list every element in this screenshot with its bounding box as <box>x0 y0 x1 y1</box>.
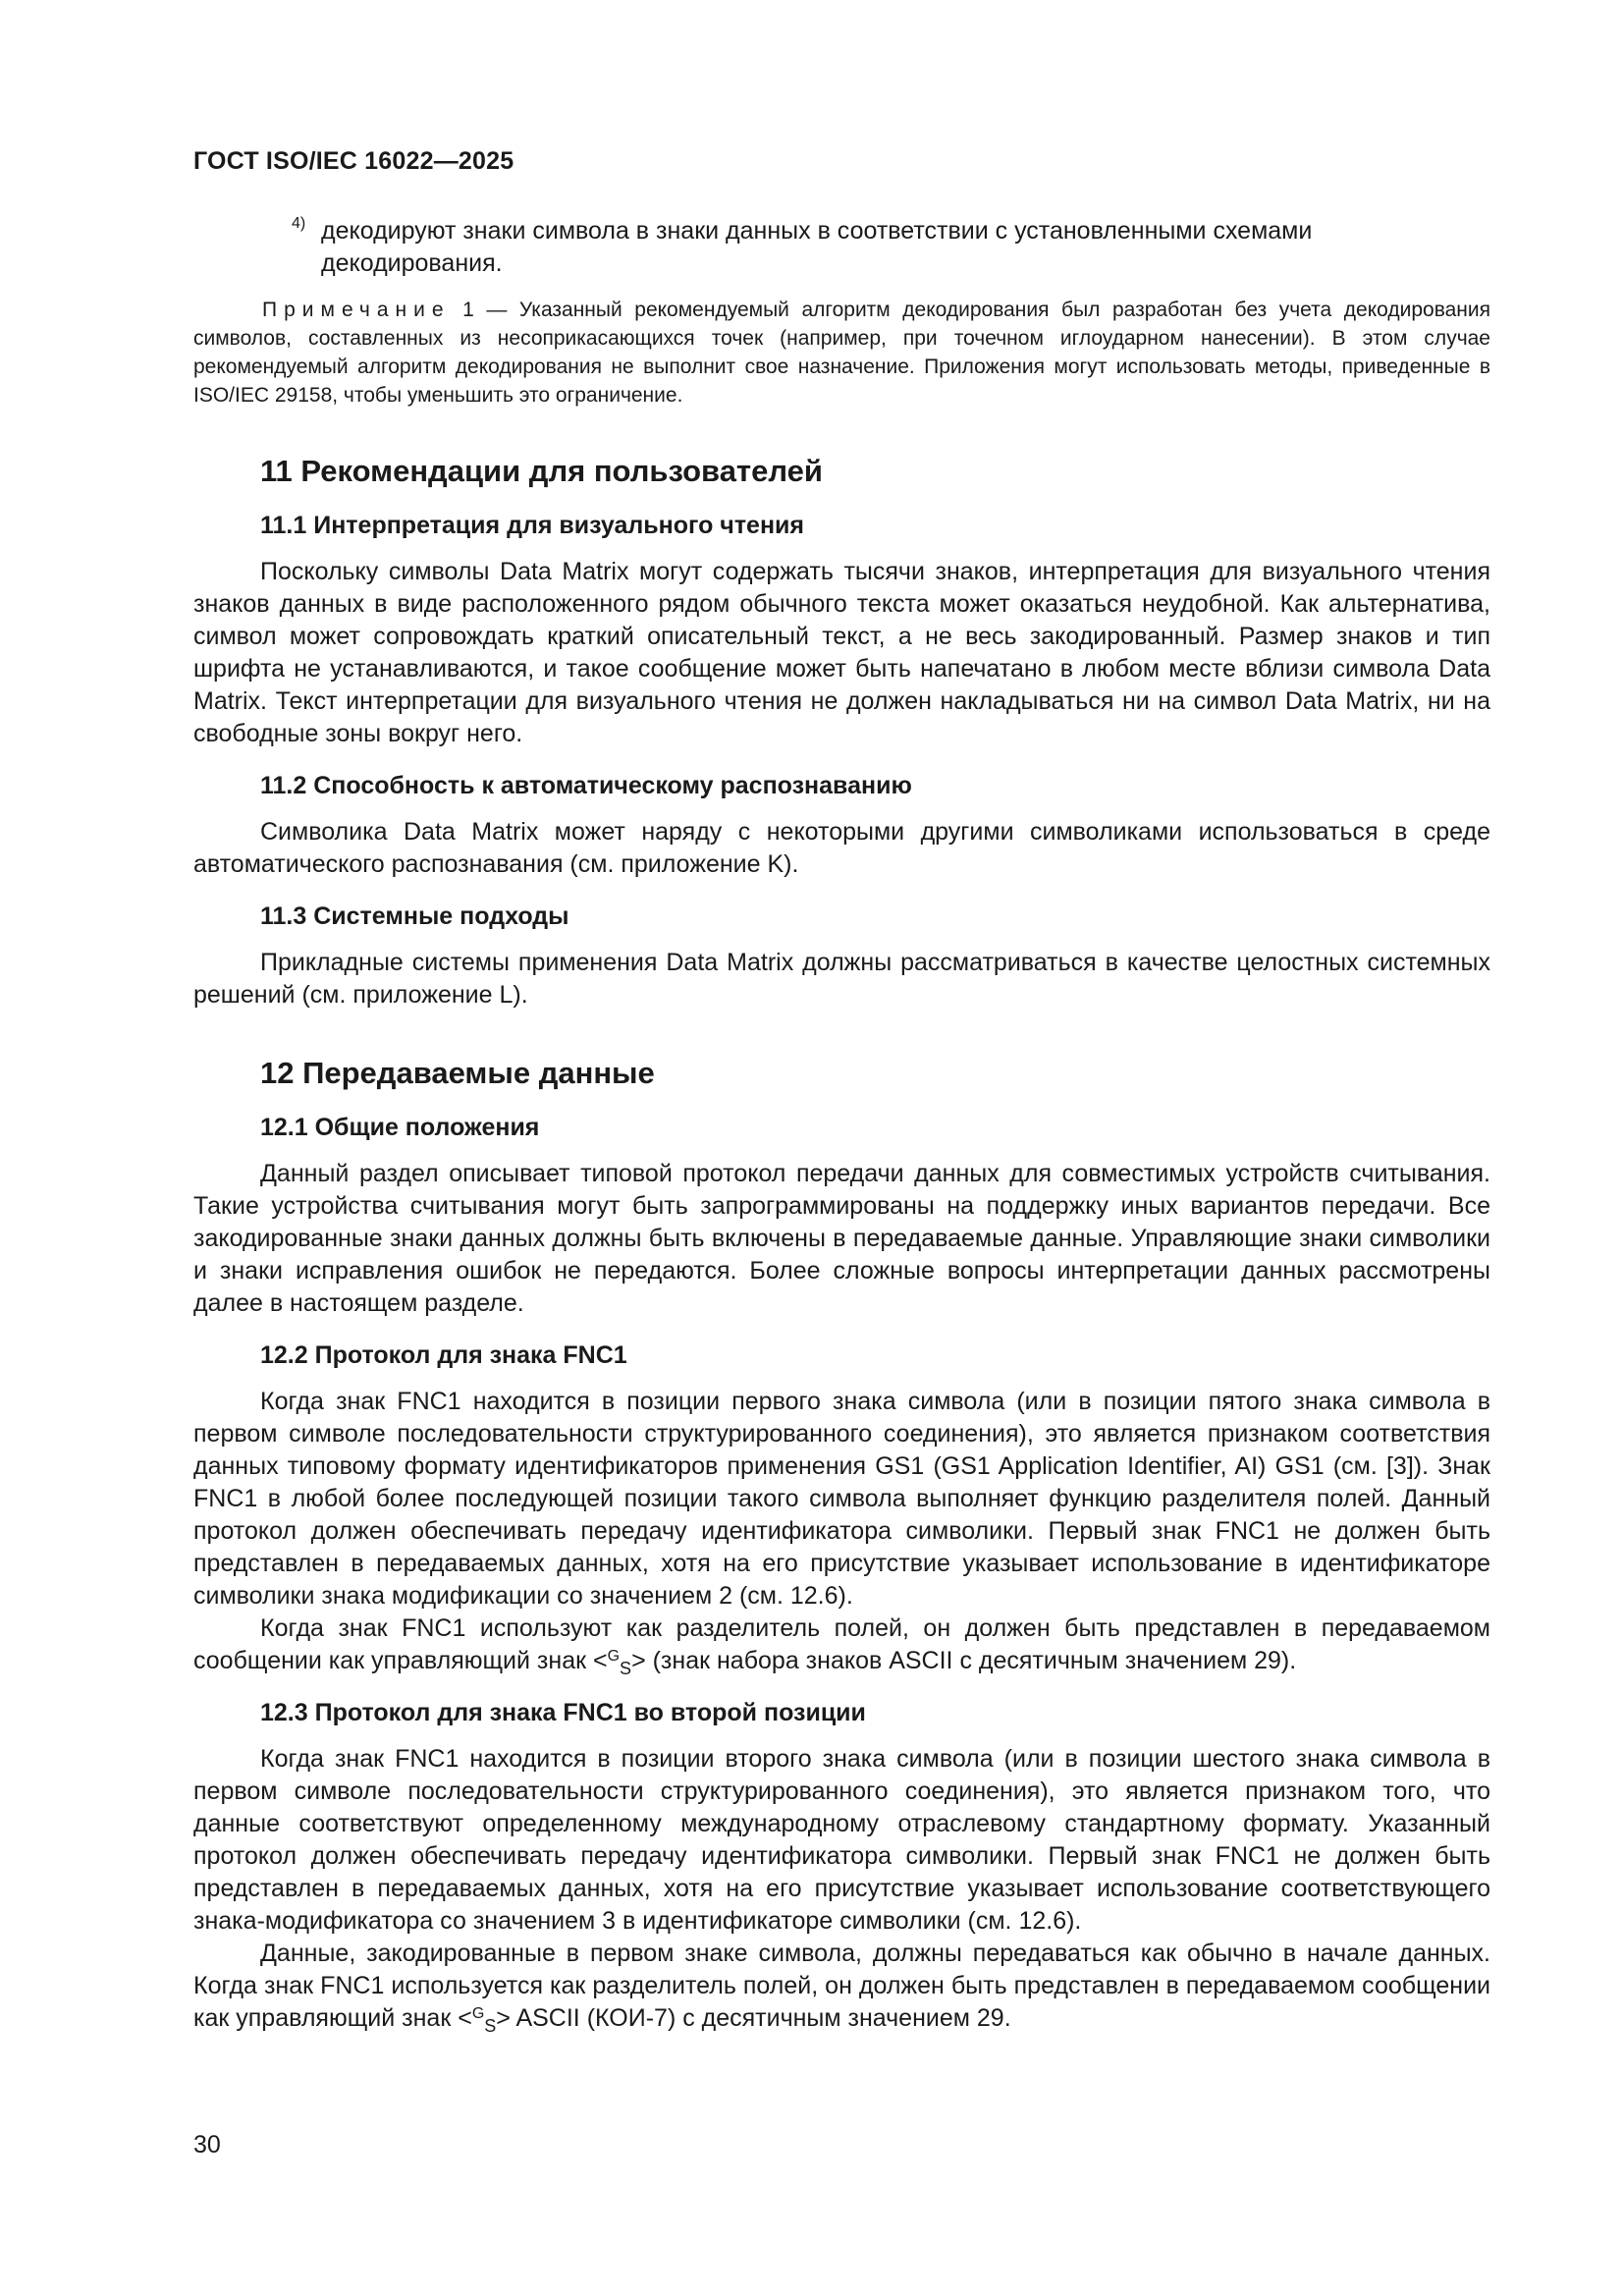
section-11-1-title: 11.1 Интерпретация для визуального чтения <box>260 512 805 539</box>
page-number: 30 <box>193 2131 221 2159</box>
note-text: 1 — Указанный рекомендуемый алгоритм декодирования был разработан без учета декодирования символов, составленных из несоприкасающихся точек (например, при точечном иглоударном нанесении). В этом случае рекомендуемый алгоритм декодирования не выполнит свое назначение. Приложения могут использовать методы, приведенные в ISO/IEC 29158, чтобы уменьшить это ограничение. <box>193 299 1490 407</box>
section-11-3-title: 11.3 Системные подходы <box>260 902 569 930</box>
section-12-3-title: 12.3 Протокол для знака FNC1 во второй позиции <box>260 1699 866 1726</box>
note <box>193 296 1490 410</box>
note-label: Примечание <box>262 299 451 321</box>
list-item-text: декодируют знаки символа в знаки данных в соответствии с установленными схемами декодирования. <box>321 217 1313 277</box>
document-header: ГОСТ ISO/IEC 16022—2025 <box>193 147 514 175</box>
section-11-2-paragraph: Символика Data Matrix может наряду с некоторыми другими символиками использоваться в среде автоматического распознавания (см. приложение K). <box>193 818 1490 878</box>
list-item <box>292 215 1490 280</box>
paragraph-text: Данные, закодированные в первом знаке символа, должны передаваться как обычно в начале данных. Когда знак FNC1 используется как разделитель полей, он должен быть представлен в передаваемом сообщении как управляющий знак < <box>193 1940 1490 2032</box>
section-12-3-paragraph-1: Когда знак FNC1 находится в позиции второго знака символа (или в позиции шестого знака символа в первом символе последовательности структурированного соединения), это является признаком того, что данные соответствуют определенному международному отраслевому стандартному формату. Указанный протокол должен обеспечивать передачу идентификатора символики. Первый знак FNC1 не должен быть представлен в передаваемых данных, хотя на его присутствие указывает использование соответствующего знака-модификатора со значением 3 в идентификаторе символики (см. 12.6). <box>193 1745 1490 1935</box>
paragraph-text: > ASCII (КОИ-7) с десятичным значением 29. <box>496 2004 1011 2032</box>
section-12-1-paragraph: Данный раздел описывает типовой протокол передачи данных для совместимых устройств считывания. Такие устройства считывания могут быть запрограммированы на поддержку иных вариантов передачи. Все закодированные знаки данных должны быть включены в передаваемые данные. Управляющие знаки символики и знаки исправления ошибок не передаются. Более сложные вопросы интерпретации данных рассмотрены далее в настоящем разделе. <box>193 1160 1490 1317</box>
section-12-2-title: 12.2 Протокол для знака FNC1 <box>260 1341 627 1369</box>
section-12-title: 12 Передаваемые данные <box>260 1056 655 1090</box>
list-marker: 4) <box>292 215 306 232</box>
gs-superscript: G <box>471 2005 485 2022</box>
gs-subscript: S <box>620 1659 632 1678</box>
section-11-2-title: 11.2 Способность к автоматическому распознаванию <box>260 772 912 799</box>
section-12-1-title: 12.1 Общие положения <box>260 1114 540 1141</box>
gs-superscript: G <box>607 1648 621 1665</box>
section-12-2-paragraph-2 <box>193 1613 1490 1677</box>
section-12-3-paragraph-2 <box>193 1938 1490 2035</box>
section-12-2-paragraph-1: Когда знак FNC1 находится в позиции первого знака символа (или в позиции пятого знака символа в первом символе последовательности структурированного соединения), это является признаком соответствия данных типовому формату идентификаторов применения GS1 (GS1 Application Identifier, AI) GS1 (см. [3]). Знак FNC1 в любой более последующей позиции такого символа выполняет функцию разделителя полей. Данный протокол должен обеспечивать передачу идентификатора символики. Первый знак FNC1 не должен быть представлен в передаваемых данных, хотя на его присутствие указывает использование в идентификаторе символики знака модификации со значением 2 (см. 12.6). <box>193 1388 1490 1610</box>
section-11-3-paragraph: Прикладные системы применения Data Matrix должны рассматриваться в качестве целостных системных решений (см. приложение L). <box>193 949 1490 1009</box>
section-11-title: 11 Рекомендации для пользователей <box>260 454 823 488</box>
paragraph-text: Когда знак FNC1 используют как разделитель полей, он должен быть представлен в передаваемом сообщении как управляющий знак < <box>193 1614 1490 1674</box>
section-11-1-paragraph: Поскольку символы Data Matrix могут содержать тысячи знаков, интерпретация для визуального чтения знаков данных в виде расположенного рядом обычного текста может оказаться неудобной. Как альтернатива, символ может сопровождать краткий описательный текст, а не весь закодированный. Размер знаков и тип шрифта не устанавливаются, и такое сообщение может быть напечатано в любом месте вблизи символа Data Matrix. Текст интерпретации для визуального чтения не должен накладываться ни на символ Data Matrix, ни на свободные зоны вокруг него. <box>193 558 1490 747</box>
paragraph-text: > (знак набора знаков ASCII с десятичным значением 29). <box>631 1647 1297 1674</box>
gs-subscript: S <box>484 2016 497 2036</box>
